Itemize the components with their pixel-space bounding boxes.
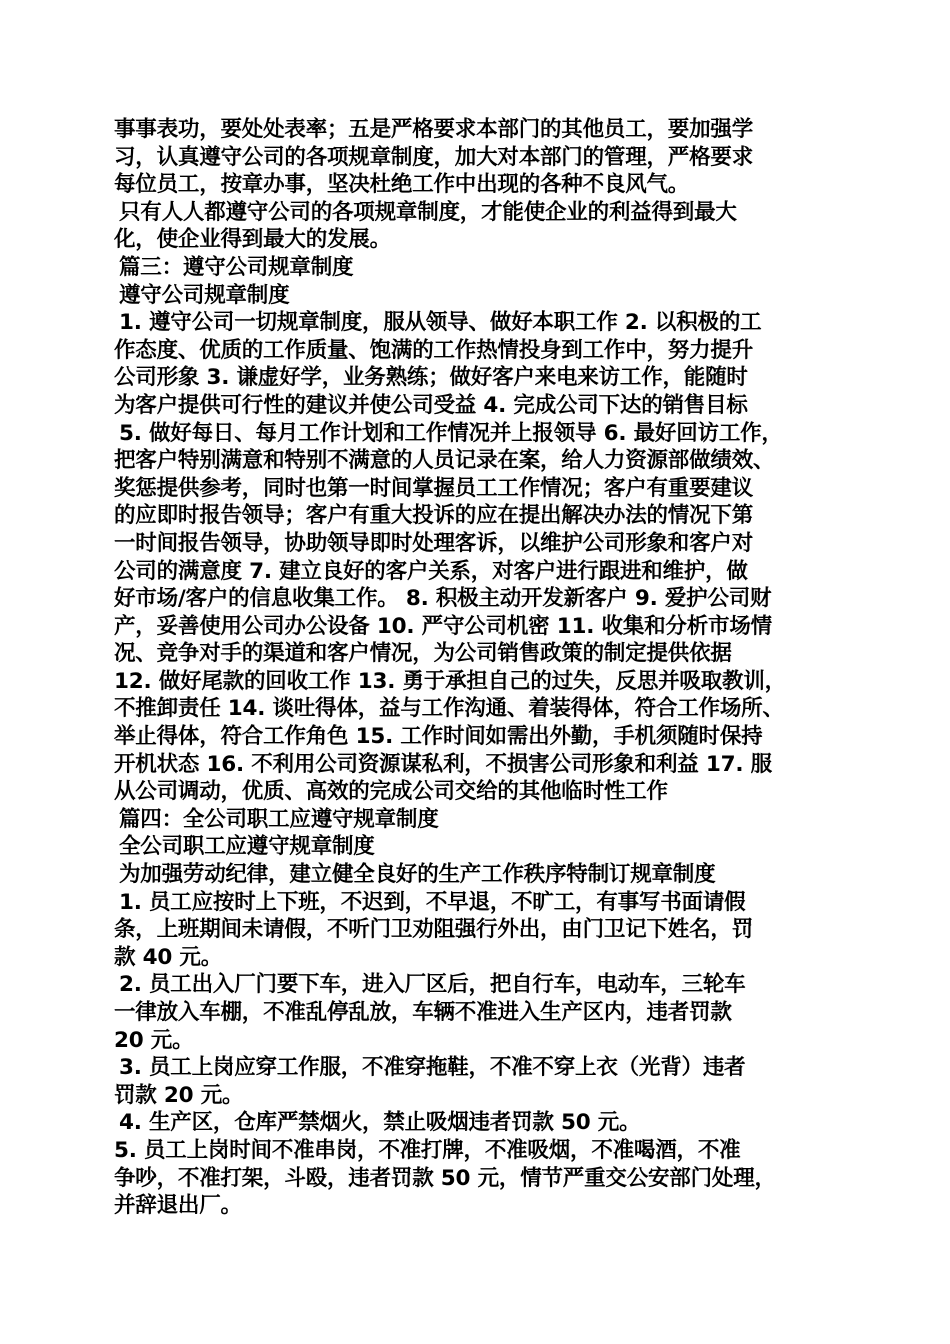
text-line: 一律放入车棚，不准乱停乱放，车辆不准进入生产区内，违者罚款 — [114, 1000, 732, 1025]
text-line: 3. 员工上岗应穿工作服，不准穿拖鞋，不准不穿上衣（光背）违者 — [119, 1055, 746, 1081]
text-line: 1. 遵守公司一切规章制度，服从领导、做好本职工作 2. 以积极的工 — [119, 310, 762, 336]
text-line: 产，妥善使用公司办公设备 10. 严守公司机密 11. 收集和分析市场情 — [114, 613, 772, 639]
text-line: 12. 做好尾款的回收工作 13. 勇于承担自己的过失，反思并吸取教训， — [114, 668, 786, 694]
text-line: 的应即时报告领导；客户有重大投诉的应在提出解决办法的情况下第 — [114, 503, 754, 529]
text-line: 况、竞争对手的渠道和客户情况，为公司销售政策的制定提供依据 — [114, 641, 732, 667]
text-line: 化，使企业得到最大的发展。 — [114, 227, 391, 253]
section-heading: 篇三：遵守公司规章制度 — [119, 254, 354, 280]
text-line: 2. 员工出入厂门要下车，进入厂区后，把自行车，电动车，三轮车 — [119, 972, 746, 998]
text-line: 为加强劳动纪律，建立健全良好的生产工作秩序特制订规章制度 — [119, 862, 716, 888]
text-line: 一时间报告领导，协助领导即时处理客诉，以维护公司形象和客户对 — [114, 530, 754, 556]
text-line: 把客户特别满意和特别不满意的人员记录在案，给人力资源部做绩效、 — [114, 448, 775, 474]
text-line: 罚款 20 元。 — [114, 1082, 244, 1108]
section-subtitle: 全公司职工应遵守规章制度 — [119, 834, 375, 860]
text-line: 开机状态 16. 不利用公司资源谋私利，不损害公司形象和利益 17. 服 — [114, 751, 772, 777]
text-line: 20 元。 — [114, 1027, 194, 1053]
section-subtitle: 遵守公司规章制度 — [119, 282, 290, 308]
text-line: 5. 员工上岗时间不准串岗，不准打牌，不准吸烟，不准喝酒，不准 — [114, 1137, 741, 1163]
text-line: 习，认真遵守公司的各项规章制度，加大对本部门的管理，严格要求 — [114, 144, 754, 170]
text-line: 条，上班期间未请假，不听门卫劝阻强行外出，由门卫记下姓名，罚 — [114, 917, 754, 943]
text-line: 作态度、优质的工作质量、饱满的工作热情投身到工作中，努力提升 — [114, 337, 754, 363]
text-line: 并辞退出厂。 — [114, 1193, 242, 1219]
text-line: 事事表功，要处处表率；五是严格要求本部门的其他员工，要加强学 — [114, 117, 754, 142]
section-heading: 篇四：全公司职工应遵守规章制度 — [119, 806, 439, 832]
text-line: 款 40 元。 — [114, 944, 222, 970]
document-page — [114, 116, 842, 1220]
text-line: 举止得体，符合工作角色 15. 工作时间如需出外勤，手机须随时保持 — [114, 724, 763, 750]
text-line: 不推卸责任 14. 谈吐得体，益与工作沟通、着装得体，符合工作场所、 — [114, 696, 784, 722]
text-line: 4. 生产区，仓库严禁烟火，禁止吸烟违者罚款 50 元。 — [119, 1110, 641, 1136]
text-line: 只有人人都遵守公司的各项规章制度，才能使企业的利益得到最大 — [119, 199, 737, 225]
text-line: 1. 员工应按时上下班，不迟到，不早退，不旷工，有事写书面请假 — [119, 889, 746, 915]
text-line: 5. 做好每日、每月工作计划和工作情况并上报领导 6. 最好回访工作， — [119, 420, 783, 446]
text-line: 公司的满意度 7. 建立良好的客户关系，对客户进行跟进和维护，做 — [114, 558, 748, 584]
text-line: 从公司调动，优质、高效的完成公司交给的其他临时性工作 — [114, 779, 668, 805]
text-line: 好市场/客户的信息收集工作。 8. 积极主动开发新客户 9. 爱护公司财 — [114, 586, 772, 612]
text-line: 公司形象 3. 谦虚好学，业务熟练；做好客户来电来访工作，能随时 — [114, 365, 748, 391]
text-line: 奖惩提供参考，同时也第一时间掌握员工工作情况；客户有重要建议 — [114, 475, 754, 501]
text-line: 争吵，不准打架，斗殴，违者罚款 50 元，情节严重交公安部门处理， — [114, 1165, 776, 1191]
text-line: 为客户提供可行性的建议并使公司受益 4. 完成公司下达的销售目标 — [114, 392, 748, 418]
text-line: 每位员工，按章办事，坚决杜绝工作中出现的各种不良风气。 — [114, 172, 690, 198]
